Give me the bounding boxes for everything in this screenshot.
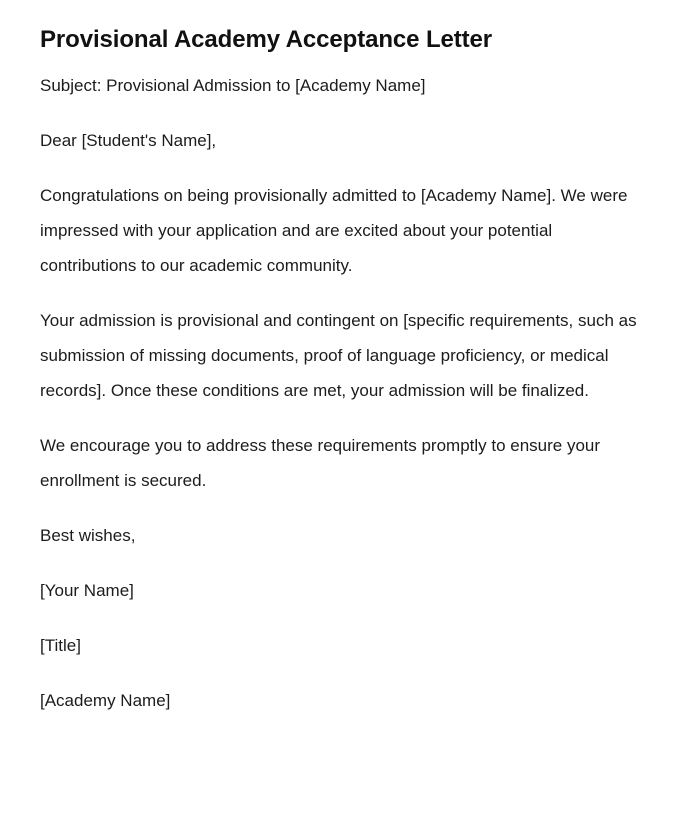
- signature-organization: [Academy Name]: [40, 691, 171, 710]
- signature-name: [Your Name]: [40, 581, 134, 600]
- subject-line: Subject: Provisional Admission to [Academy Name]: [40, 76, 426, 95]
- paragraph-conditions: Your admission is provisional and contingent on [specific requirements, such as submission of missing documents, proof of language proficiency, or medical records]. Once these conditions are met, your admission will be finalized.: [40, 311, 637, 400]
- paragraph-congratulations: Congratulations on being provisionally admitted to [Academy Name]. We were impressed with your application and are excited about your potential contributions to our academic community.: [40, 186, 628, 275]
- closing: Best wishes,: [40, 526, 136, 545]
- paragraph-encouragement: We encourage you to address these requirements promptly to ensure your enrollment is secured.: [40, 436, 601, 490]
- salutation: Dear [Student's Name],: [40, 131, 217, 150]
- signature-title: [Title]: [40, 636, 81, 655]
- signature-block: [40, 573, 640, 718]
- page-title: Provisional Academy Acceptance Letter: [40, 26, 493, 53]
- letter-body: [40, 68, 640, 553]
